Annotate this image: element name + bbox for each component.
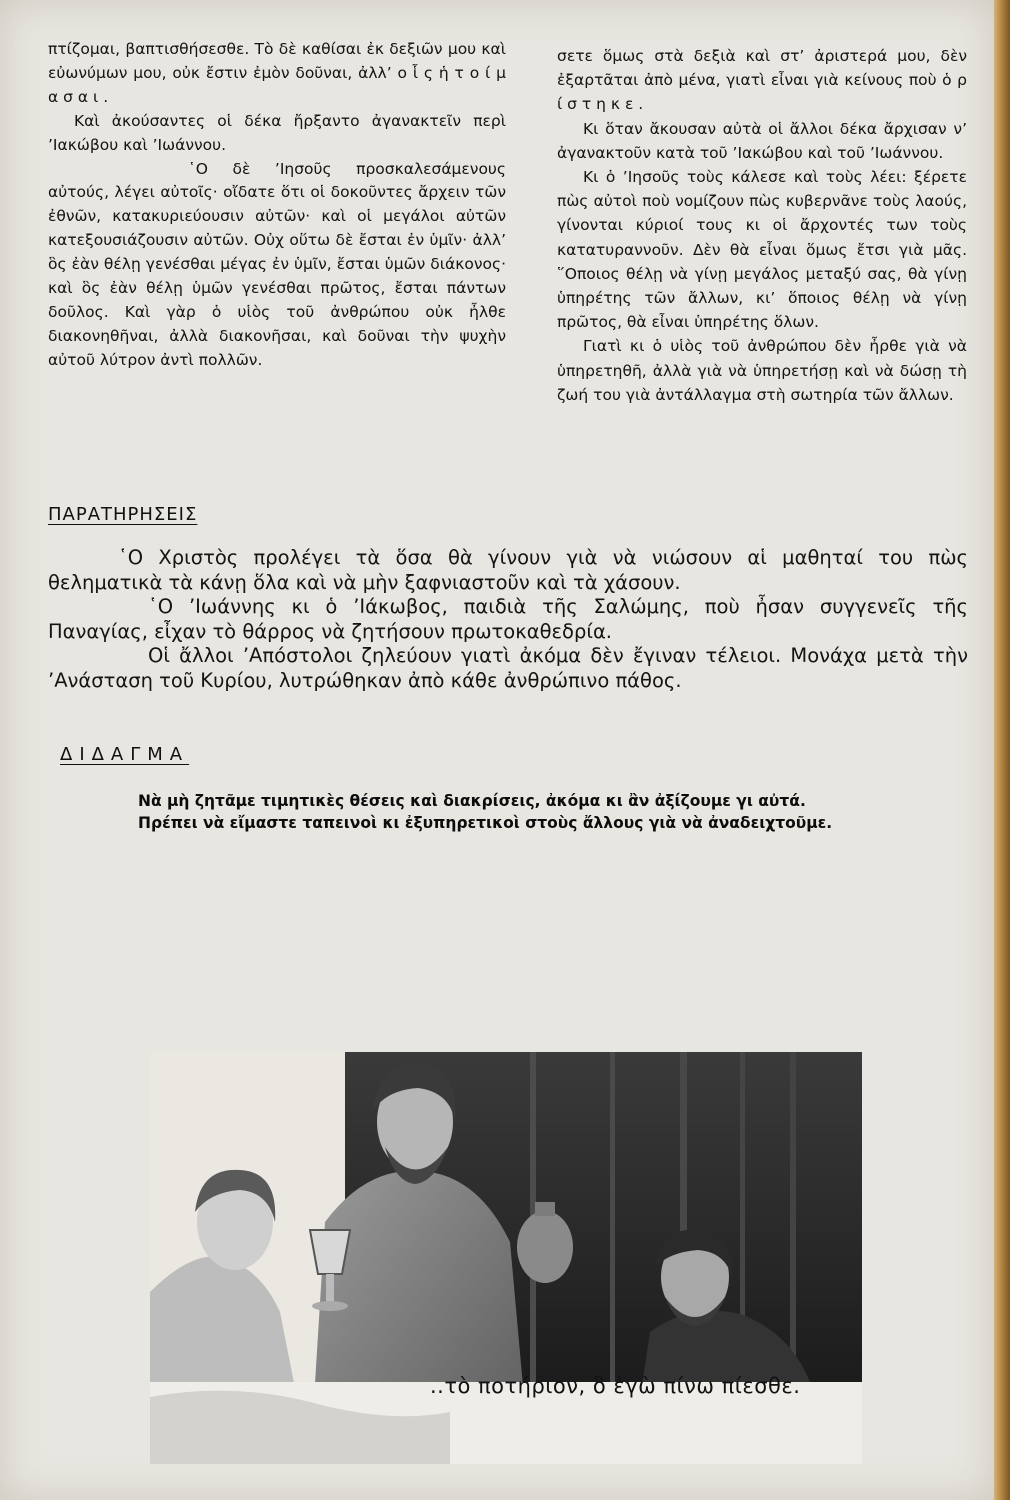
right-paragraph-3: Κι ὁ ’Ιησοῦς τοὺς κάλεσε καὶ τοὺς λέει: ξέρετε πὼς αὐτοὶ ποὺ νομίζουν πὼς κυβερνᾶνε τοὺς λαούς, γίνονται κύριοί τους κι οἱ ἄρχοντές των τοὺς κατατυραννοῦν. Δὲν θὰ εἶναι ὅμως ἔτσι γιὰ μᾶς. ῞Οποιος θέλῃ νὰ γίνῃ μεγάλος μεταξύ σας, θὰ γίνῃ ὑπηρέτης τῶν ἄλλων, κι’ ὅποιος θέλῃ νὰ γίνῃ πρῶτος, θὰ εἶναι ὑπηρέτης ὅλων. xyxy=(557,168,967,332)
lesson-heading: ΔΙΔΑΓΜΑ xyxy=(60,744,190,765)
remark-3: Οἱ ἄλλοι ’Απόστολοι ζηλεύουν γιατὶ ἀκόμα δὲν ἔγιναν τέλειοι. Μονάχα μετὰ τὴν ’Ανάσταση τοῦ Κυρίου, λυτρώθηκαν ἀπὸ κάθε ἀνθρώπινο πάθος. xyxy=(48,644,968,692)
lesson-line-2: Πρέπει νὰ εἴμαστε ταπεινοὶ κι ἐξυπηρετικοὶ στοὺς ἄλλους γιὰ νὰ ἀναδειχτοῦμε. xyxy=(138,814,833,832)
last-supper-illustration xyxy=(150,1052,862,1464)
illustration-drawing xyxy=(150,1052,862,1464)
right-paragraph-1: σετε ὅμως στὰ δεξιὰ καὶ στ’ ἀριστερά μου, δὲν ἐξαρτᾶται ἀπὸ μένα, γιατὶ εἶναι γιὰ κείνους ποὺ ὁ ρ ί σ τ η κ ε . xyxy=(557,47,967,114)
remarks-section xyxy=(48,546,968,693)
right-paragraph-4: Γιατὶ κι ὁ υἱὸς τοῦ ἀνθρώπου δὲν ἦρθε γιὰ νὰ ὑπηρετηθῆ, ἀλλὰ γιὰ νὰ ὑπηρετήσῃ καὶ νὰ δώσῃ τὴ ζωή του γιὰ ἀντάλλαγμα στὴ σωτηρία τῶν ἄλλων. xyxy=(557,337,967,404)
remark-2: ῾Ο ’Ιωάννης κι ὁ ’Ιάκωβος, παιδιὰ τῆς Σαλώμης, ποὺ ἦσαν συγγενεῖς τῆς Παναγίας, εἶχαν τὸ θάρρος νὰ ζητήσουν πρωτοκαθεδρία. xyxy=(48,595,968,643)
left-paragraph-1: πτίζομαι, βαπτισθήσεσθε. Τὸ δὲ καθίσαι ἐκ δεξιῶν μου καὶ εὐωνύμων μου, οὐκ ἔστιν ἐμὸν δοῦναι, ἀλλ’ ο ἷ ς ἡ τ ο ί μ α σ α ι . xyxy=(48,40,506,106)
left-paragraph-2: Καὶ ἀκούσαντες οἱ δέκα ἤρξαντο ἀγανακτεῖν περὶ ’Ιακώβου καὶ ’Ιωάννου. xyxy=(48,111,506,154)
remarks-heading: ΠΑΡΑΤΗΡΗΣΕΙΣ xyxy=(48,504,198,525)
left-paragraph-3: ῾Ο δὲ ’Ιησοῦς προσκαλεσάμενους αὐτούς, λέγει αὐτοῖς· οἴδατε ὅτι οἱ δοκοῦντες ἄρχειν τῶν ἐθνῶν, κατακυριεύουσιν αὐτῶν· καὶ οἱ μεγάλοι αὐτῶν κατεξουσιάζουσιν αὐτῶν. Οὐχ οὕτω δὲ ἔσται ἐν ὑμῖν· ἀλλ’ ὃς ἐὰν θέλῃ γενέσθαι μέγας ἐν ὑμῖν, ἔσται ὑμῶν διάκονος· καὶ ὃς ἐὰν θέλῃ ὑμῶν γενέσθαι πρῶτος, ἔσται πάντων δοῦλος. Καὶ γὰρ ὁ υἱὸς τοῦ ἀνθρώπου οὐκ ἦλθε διακονηθῆναι, ἀλλὰ διακονῆσαι, καὶ δοῦναι τὴν ψυχὴν αὐτοῦ λύτρον ἀντὶ πολλῶν. xyxy=(48,159,506,369)
illustration-caption: ..τὸ ποτήριον, ὃ ἐγὼ πίνω πίεσθε. xyxy=(430,1374,801,1398)
remark-1: ῾Ο Χριστὸς προλέγει τὰ ὅσα θὰ γίνουν γιὰ νὰ νιώσουν αἱ μαθηταί του πὼς θεληματικὰ τὰ κάνῃ ὅλα καὶ νὰ μὴν ξαφνιαστοῦν καὶ τὰ χάσουν. xyxy=(48,546,968,594)
lesson-section xyxy=(138,790,968,834)
greek-translation-column xyxy=(557,44,967,407)
greek-original-text-column xyxy=(48,38,506,373)
lesson-line-1: Νὰ μὴ ζητᾶμε τιμητικὲς θέσεις καὶ διακρίσεις, ἀκόμα κι ἂν ἀξίζουμε γι αὐτά. xyxy=(138,792,806,810)
right-paragraph-2: Κι ὅταν ἄκουσαν αὐτὰ οἱ ἄλλοι δέκα ἄρχισαν ν’ ἀγανακτοῦν κατὰ τοῦ ’Ιακώβου καὶ τοῦ ’Ιωάννου. xyxy=(557,119,967,162)
page-edge xyxy=(994,0,1010,1500)
